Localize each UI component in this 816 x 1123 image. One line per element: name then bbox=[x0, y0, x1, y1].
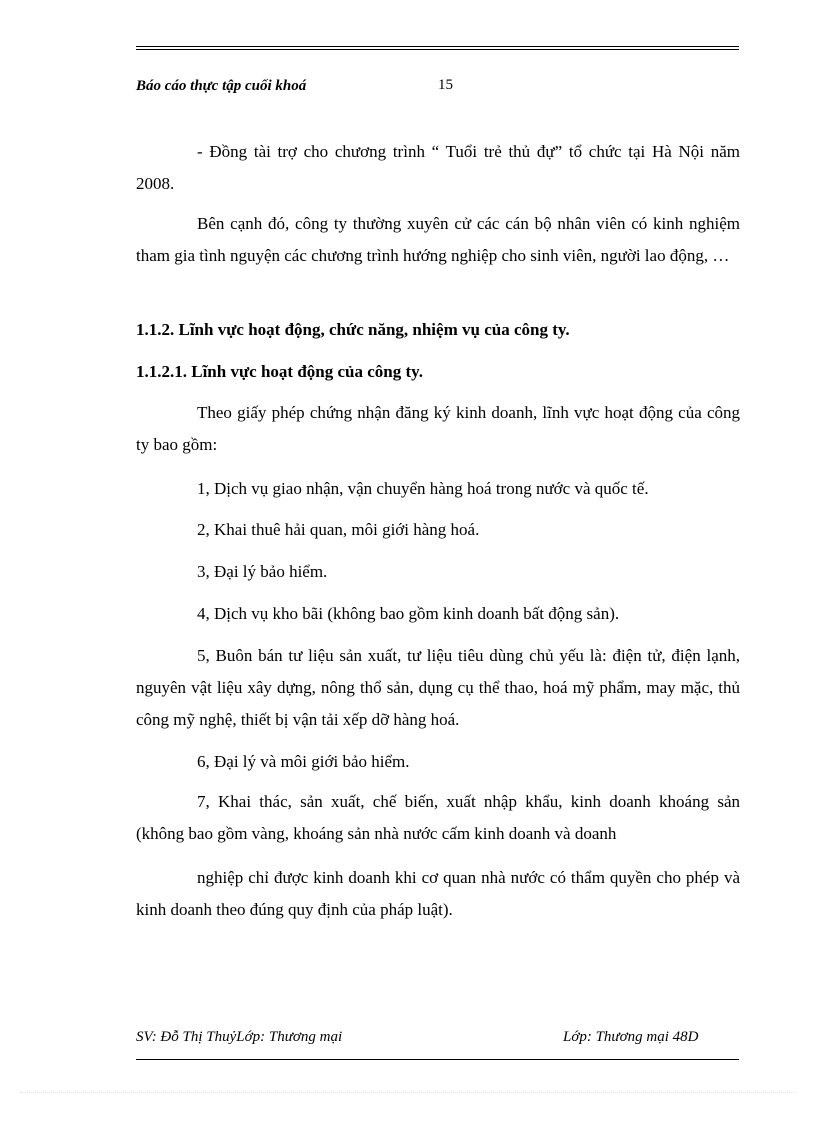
section-heading: 1.1.2. Lĩnh vực hoạt động, chức năng, nhiệm vụ của công ty. bbox=[136, 320, 570, 339]
page-number: 15 bbox=[438, 77, 453, 93]
page-edge-divider bbox=[20, 1092, 796, 1093]
list-item-continuation: nghiệp chỉ được kinh doanh khi cơ quan nhà nước có thẩm quyền cho phép và kinh doanh theo đúng quy định của pháp luật). bbox=[136, 868, 740, 919]
list-item: 1, Dịch vụ giao nhận, vận chuyển hàng hoá trong nước và quốc tế. bbox=[197, 479, 649, 498]
subsection-heading: 1.1.2.1. Lĩnh vực hoạt động của công ty. bbox=[136, 362, 423, 381]
list-item: 6, Đại lý và môi giới bảo hiểm. bbox=[197, 752, 410, 771]
list-item: 4, Dịch vụ kho bãi (không bao gồm kinh doanh bất động sản). bbox=[197, 604, 620, 623]
list-item: 2, Khai thuê hải quan, môi giới hàng hoá. bbox=[197, 520, 480, 539]
report-title: Báo cáo thực tập cuối khoá bbox=[136, 78, 307, 94]
paragraph-sponsorship: - Đồng tài trợ cho chương trình “ Tuổi trẻ thủ đự” tổ chức tại Hà Nội năm 2008. bbox=[136, 142, 740, 193]
footer-class: Lớp: Thương mại 48D bbox=[563, 1029, 699, 1045]
footer-rule bbox=[136, 1059, 739, 1060]
list-item: 5, Buôn bán tư liệu sản xuất, tư liệu tiêu dùng chủ yếu là: điện tử, điện lạnh, nguyên vật liệu xây dựng, nông thổ sản, dụng cụ thể thao, hoá mỹ phẩm, may mặc, thủ công mỹ nghệ, thiết bị vận tải xếp dỡ hàng hoá. bbox=[136, 646, 740, 729]
paragraph-license: Theo giấy phép chứng nhận đăng ký kinh doanh, lĩnh vực hoạt động của công ty bao gồm: bbox=[136, 403, 740, 454]
header-rule bbox=[136, 46, 739, 50]
paragraph-volunteer: Bên cạnh đó, công ty thường xuyên cử các cán bộ nhân viên có kinh nghiệm tham gia tình nguyện các chương trình hướng nghiệp cho sinh viên, người lao động, … bbox=[136, 214, 740, 265]
footer-student: SV: Đỗ Thị ThuỷLớp: Thương mại bbox=[136, 1029, 343, 1045]
list-item: 7, Khai thác, sản xuất, chế biến, xuất nhập khẩu, kinh doanh khoáng sản (không bao gồm vàng, khoáng sản nhà nước cấm kinh doanh và doanh bbox=[136, 792, 740, 843]
list-item: 3, Đại lý bảo hiểm. bbox=[197, 562, 328, 581]
